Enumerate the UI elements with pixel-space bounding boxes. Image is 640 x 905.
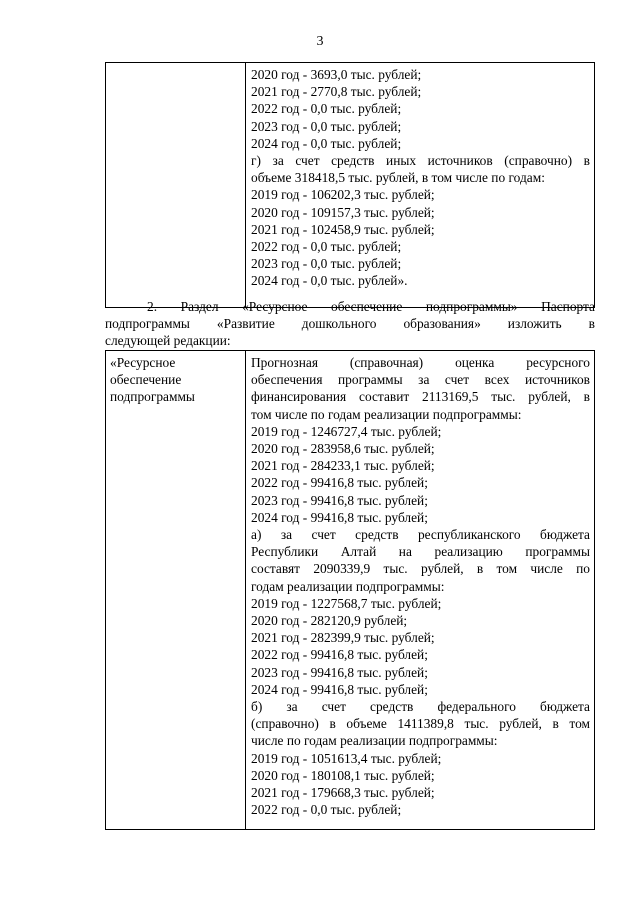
table-row (106, 351, 595, 830)
cell-line: числе по годам реализации подпрограммы: (251, 733, 498, 749)
cell-line: 2021 год - 2770,8 тыс. рублей; (251, 84, 422, 100)
table-content-cell (246, 351, 595, 830)
label-line: «Ресурсное (110, 355, 176, 370)
cell-line: Республики Алтай на реализацию программы (251, 544, 590, 560)
cell-line: б) за счет средств федерального бюджета (251, 699, 590, 715)
resource-provision-table (105, 350, 595, 830)
cell-line: 2021 год - 282399,9 тыс. рублей; (251, 630, 435, 646)
cell-line: 2022 год - 99416,8 тыс. рублей; (251, 475, 428, 491)
cell-line: 2020 год - 180108,1 тыс. рублей; (251, 767, 435, 783)
cell-line: 2023 год - 99416,8 тыс. рублей; (251, 492, 428, 508)
cell-line: составят 2090339,9 тыс. рублей, в том числе по (251, 561, 590, 577)
cell-line: 2023 год - 99416,8 тыс. рублей; (251, 664, 428, 680)
cell-line: объеме 318418,5 тыс. рублей, в том числе по годам: (251, 170, 545, 186)
cell-line: 2022 год - 99416,8 тыс. рублей; (251, 647, 428, 663)
cell-line: 2023 год - 0,0 тыс. рублей; (251, 118, 402, 134)
cell-line: 2022 год - 0,0 тыс. рублей; (251, 101, 402, 117)
cell-line: 2019 год - 1246727,4 тыс. рублей; (251, 423, 442, 439)
cell-line: а) за счет средств республиканского бюджета (251, 527, 590, 543)
cell-line: 2021 год - 102458,9 тыс. рублей; (251, 221, 435, 237)
cell-line: 2024 год - 99416,8 тыс. рублей; (251, 681, 428, 697)
cell-line: 2020 год - 109157,3 тыс. рублей; (251, 204, 435, 220)
cell-line: обеспечения программы за счет всех источников (251, 372, 590, 388)
cell-line: 2024 год - 0,0 тыс. рублей; (251, 135, 402, 151)
cell-line: 2022 год - 0,0 тыс. рублей; (251, 802, 402, 818)
cell-line: 2024 год - 0,0 тыс. рублей». (251, 273, 408, 289)
cell-line: г) за счет средств иных источников (справочно) в (251, 153, 590, 169)
paragraph-line: следующей редакции: (105, 333, 231, 349)
label-line: подпрограммы (110, 389, 195, 405)
funding-table-continuation (105, 62, 595, 308)
cell-line: 2019 год - 1051613,4 тыс. рублей; (251, 750, 442, 766)
cell-line: 2020 год - 3693,0 тыс. рублей; (251, 67, 422, 82)
cell-line: 2022 год - 0,0 тыс. рублей; (251, 239, 402, 255)
table-row (106, 63, 595, 308)
cell-line: том числе по годам реализации подпрограммы: (251, 406, 522, 422)
cell-line: 2024 год - 99416,8 тыс. рублей; (251, 509, 428, 525)
cell-line: 2019 год - 106202,3 тыс. рублей; (251, 187, 435, 203)
amendment-paragraph (105, 298, 595, 350)
cell-line: финансирования составит 2113169,5 тыс. рублей, в (251, 389, 590, 405)
table-content-cell (246, 63, 595, 308)
cell-line: 2021 год - 284233,1 тыс. рублей; (251, 458, 435, 474)
cell-line: 2020 год - 282120,9 рублей; (251, 613, 408, 629)
cell-line: 2021 год - 179668,3 тыс. рублей; (251, 785, 435, 801)
cell-line: (справочно) в объеме 1411389,8 тыс. рублей, в том (251, 716, 590, 732)
table-label-cell (106, 351, 246, 830)
table-label-cell (106, 63, 246, 308)
cell-line: 2023 год - 0,0 тыс. рублей; (251, 256, 402, 272)
paragraph-line: 2. Раздел «Ресурсное обеспечение подпрограммы» Паспорта (147, 299, 595, 314)
paragraph-line: подпрограммы «Развитие дошкольного образования» изложить в (105, 316, 595, 332)
page-number: 3 (316, 34, 324, 49)
cell-line: 2019 год - 1227568,7 тыс. рублей; (251, 595, 442, 611)
cell-line: годам реализации подпрограммы: (251, 578, 445, 594)
cell-line: Прогнозная (справочная) оценка ресурсного (251, 355, 590, 370)
cell-line: 2020 год - 283958,6 тыс. рублей; (251, 441, 435, 457)
label-line: обеспечение (110, 372, 182, 388)
